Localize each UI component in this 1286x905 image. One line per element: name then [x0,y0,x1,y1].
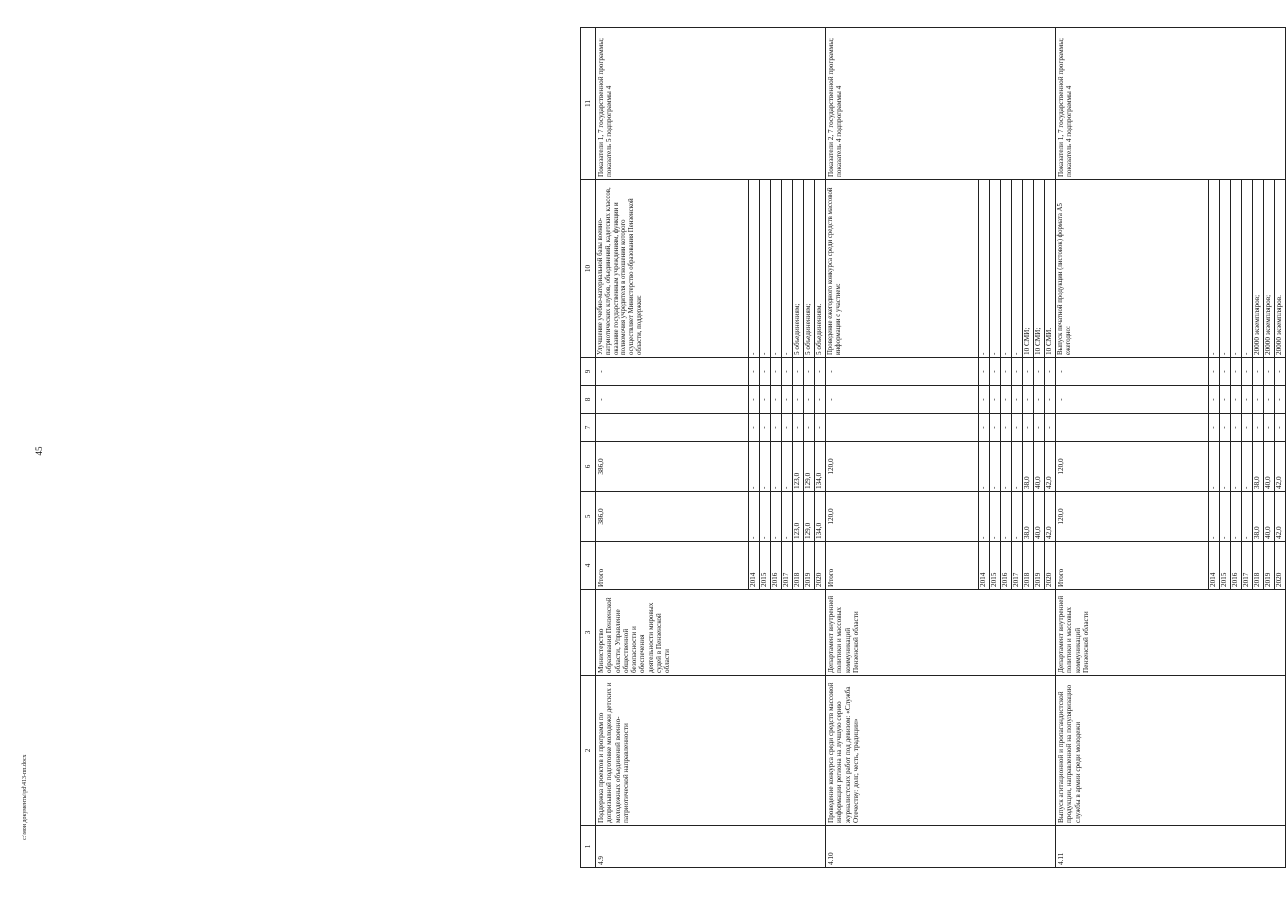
year: 2020 [1275,542,1286,590]
expected-result: Выпуск печатной продукции (листовок) формата А5 ежегодно: [1056,180,1209,358]
year-result: - [1220,180,1231,358]
federal-budget-value: - [760,414,771,442]
table-row [1056,28,1209,868]
federal-budget-value: - [1023,414,1034,442]
funding-value: - [1001,492,1012,542]
federal-budget-value: - [782,414,793,442]
col-6: 6 [581,442,596,492]
regional-budget-value: 42,0 [1275,442,1286,492]
event-name: Выпуск агитационной и пропагандистской продукции, направленной на популяризацию службы в армии среди молодежи [1056,676,1286,826]
year: 2018 [1253,542,1264,590]
local-budget-value: - [1023,386,1034,414]
total-federal-budget [826,414,979,442]
funding-value: - [979,492,990,542]
federal-budget-value: - [1012,414,1023,442]
local-budget-value: - [1231,386,1242,414]
total-label: Итого [1056,542,1209,590]
year: 2015 [760,542,771,590]
col-5: 5 [581,492,596,542]
rotated-table-wrapper [580,28,1283,868]
local-budget-value: - [771,386,782,414]
other-sources-value: - [1209,358,1220,386]
federal-budget-value: - [815,414,826,442]
funding-value: 40,0 [1034,492,1045,542]
year: 2017 [1242,542,1253,590]
col-11: 11 [581,28,596,180]
year: 2020 [815,542,826,590]
regional-budget-value: - [782,442,793,492]
year: 2017 [782,542,793,590]
local-budget-value: - [1012,386,1023,414]
regional-budget-value: - [1209,442,1220,492]
indicator: Показатели 1, 7 государственной программы; показатель 4 подпрограммы 4 [1056,28,1286,180]
total-other-sources: - [596,358,749,386]
year: 2015 [990,542,1001,590]
year: 2016 [1001,542,1012,590]
other-sources-value: - [749,358,760,386]
other-sources-value: - [793,358,804,386]
year-result: 5 объединениям; [793,180,804,358]
local-budget-value: - [749,386,760,414]
funding-value: - [1242,492,1253,542]
regional-budget-value: 38,0 [1253,442,1264,492]
col-1: 1 [581,826,596,868]
year-result: - [1209,180,1220,358]
funding-value: 40,0 [1264,492,1275,542]
year: 2019 [804,542,815,590]
local-budget-value: - [990,386,1001,414]
local-budget-value: - [804,386,815,414]
total-label: Итого [826,542,979,590]
federal-budget-value: - [1034,414,1045,442]
funding-value: 129,0 [804,492,815,542]
local-budget-value: - [815,386,826,414]
col-7: 7 [581,414,596,442]
total-regional-budget: 120,0 [1056,442,1209,492]
total-other-sources: - [826,358,979,386]
event-name: Поддержка проектов и программ по допризывной подготовке молодежи детских и молодежных объединений военно-патриотической направленности [596,676,826,826]
row-number: 4.9 [596,826,826,868]
col-3: 3 [581,590,596,676]
year-result: 20000 экземпляров. [1275,180,1286,358]
other-sources-value: - [979,358,990,386]
total-local-budget: - [826,386,979,414]
other-sources-value: - [782,358,793,386]
year: 2015 [1220,542,1231,590]
year: 2019 [1264,542,1275,590]
total-other-sources: - [1056,358,1209,386]
executor: Департамент внутренней политики и массовых коммуникаций Пензенской области [1056,590,1286,676]
local-budget-value: - [1045,386,1056,414]
year-result: 20000 экземпляров; [1253,180,1264,358]
federal-budget-value: - [804,414,815,442]
regional-budget-value: - [749,442,760,492]
year-result: - [782,180,793,358]
regional-budget-value: - [1001,442,1012,492]
footer-file-path: c:\мои документы\pd\413-пп.docx [22,754,28,840]
year: 2014 [749,542,760,590]
local-budget-value: - [1253,386,1264,414]
funding-value: - [1231,492,1242,542]
table-row [826,28,979,868]
other-sources-value: - [815,358,826,386]
local-budget-value: - [1209,386,1220,414]
regional-budget-value: - [1231,442,1242,492]
funding-value: - [1209,492,1220,542]
regional-budget-value: 40,0 [1264,442,1275,492]
federal-budget-value: - [1264,414,1275,442]
funding-value: 134,0 [815,492,826,542]
col-2: 2 [581,676,596,826]
local-budget-value: - [793,386,804,414]
regional-budget-value: 123,0 [793,442,804,492]
regional-budget-value: - [979,442,990,492]
funding-value: - [760,492,771,542]
total-local-budget: - [1056,386,1209,414]
other-sources-value: - [1220,358,1231,386]
year-result: - [760,180,771,358]
funding-value: - [749,492,760,542]
year-result: 5 объединениям; [804,180,815,358]
funding-value: 123,0 [793,492,804,542]
other-sources-value: - [1034,358,1045,386]
local-budget-value: - [979,386,990,414]
federal-budget-value: - [1045,414,1056,442]
year-result: - [979,180,990,358]
total-label: Итого [596,542,749,590]
year-result: 10 СМИ. [1045,180,1056,358]
regional-budget-value: - [760,442,771,492]
local-budget-value: - [1220,386,1231,414]
funding-value: - [1220,492,1231,542]
indicator: Показатели 2, 7 государственной программы; показатель 4 подпрограммы 4 [826,28,1056,180]
funding-value: - [990,492,1001,542]
regional-budget-value: 134,0 [815,442,826,492]
other-sources-value: - [1001,358,1012,386]
table-row [596,28,749,868]
expected-result: Проведение ежегодного конкурса среди средств массовой информации с участием: [826,180,979,358]
year-result: 10 СМИ; [1023,180,1034,358]
local-budget-value: - [1275,386,1286,414]
federal-budget-value: - [1209,414,1220,442]
federal-budget-value: - [990,414,1001,442]
regional-budget-value: - [771,442,782,492]
regional-budget-value: 40,0 [1034,442,1045,492]
other-sources-value: - [990,358,1001,386]
expected-result: Улучшение учебно-материальной базы военно-патриотических клубов, объединений, кадетских классов, оказание государственным учреждениям, функции и полномочия учредителя в отношении которого осуществляет Министерство образования Пензенской области, поддержки: [596,180,749,358]
regional-budget-value: 38,0 [1023,442,1034,492]
col-9: 9 [581,358,596,386]
year-result: - [749,180,760,358]
year-result: 10 СМИ; [1034,180,1045,358]
regional-budget-value: 129,0 [804,442,815,492]
federal-budget-value: - [1253,414,1264,442]
federal-budget-value: - [1275,414,1286,442]
executor: Департамент внутренней политики и массовых коммуникаций Пензенской области [826,590,1056,676]
year: 2014 [979,542,990,590]
other-sources-value: - [1045,358,1056,386]
other-sources-value: - [1012,358,1023,386]
year-result: 20000 экземпляров; [1264,180,1275,358]
year: 2016 [771,542,782,590]
year: 2020 [1045,542,1056,590]
funding-value: - [771,492,782,542]
funding-value: 42,0 [1045,492,1056,542]
federal-budget-value: - [771,414,782,442]
regional-budget-value: 42,0 [1045,442,1056,492]
regional-budget-value: - [1012,442,1023,492]
regional-budget-value: - [1242,442,1253,492]
total-regional-budget: 386,0 [596,442,749,492]
other-sources-value: - [804,358,815,386]
total-local-budget: - [596,386,749,414]
local-budget-value: - [1242,386,1253,414]
federal-budget-value: - [749,414,760,442]
regional-budget-value: - [1220,442,1231,492]
other-sources-value: - [760,358,771,386]
funding-value: 38,0 [1023,492,1034,542]
executor: Министерство образования Пензенской области, Управление общественной безопасности и обеспечения деятельности мировых судей в Пензенской области [596,590,826,676]
other-sources-value: - [771,358,782,386]
total-regional-budget: 120,0 [826,442,979,492]
col-8: 8 [581,386,596,414]
total-funding: 120,0 [1056,492,1209,542]
local-budget-value: - [1034,386,1045,414]
table-body [596,28,1286,868]
other-sources-value: - [1231,358,1242,386]
funding-value: - [782,492,793,542]
row-number: 4.10 [826,826,1056,868]
year: 2018 [793,542,804,590]
year-result: - [771,180,782,358]
year-result: - [1242,180,1253,358]
year: 2019 [1034,542,1045,590]
event-name: Проведение конкурса среди средств массовой информации региона на лучшую серию журналистских работ под девизом: «Служба Отечеству: долг, честь, традиции» [826,676,1056,826]
federal-budget-value: - [1001,414,1012,442]
other-sources-value: - [1242,358,1253,386]
other-sources-value: - [1023,358,1034,386]
year-result: - [1001,180,1012,358]
page-number: 45 [34,446,44,456]
federal-budget-value: - [1220,414,1231,442]
year-result: - [990,180,1001,358]
year: 2014 [1209,542,1220,590]
year-result: - [1231,180,1242,358]
local-budget-value: - [1001,386,1012,414]
indicator: Показатели 1, 7 государственной программы; показатель 5 подпрограммы 4 [596,28,826,180]
other-sources-value: - [1275,358,1286,386]
year-result: - [1012,180,1023,358]
program-activities-table [580,27,1286,868]
year: 2018 [1023,542,1034,590]
local-budget-value: - [782,386,793,414]
col-4: 4 [581,542,596,590]
funding-value: 38,0 [1253,492,1264,542]
year: 2017 [1012,542,1023,590]
year-result: 5 объединениям. [815,180,826,358]
year: 2016 [1231,542,1242,590]
funding-value: - [1012,492,1023,542]
column-numbers-row [581,28,596,868]
other-sources-value: - [1264,358,1275,386]
local-budget-value: - [1264,386,1275,414]
total-federal-budget [1056,414,1209,442]
col-10: 10 [581,180,596,358]
federal-budget-value: - [979,414,990,442]
regional-budget-value: - [990,442,1001,492]
federal-budget-value: - [1242,414,1253,442]
row-number: 4.11 [1056,826,1286,868]
federal-budget-value: - [793,414,804,442]
federal-budget-value: - [1231,414,1242,442]
total-funding: 120,0 [826,492,979,542]
other-sources-value: - [1253,358,1264,386]
total-funding: 386,0 [596,492,749,542]
funding-value: 42,0 [1275,492,1286,542]
total-federal-budget [596,414,749,442]
local-budget-value: - [760,386,771,414]
